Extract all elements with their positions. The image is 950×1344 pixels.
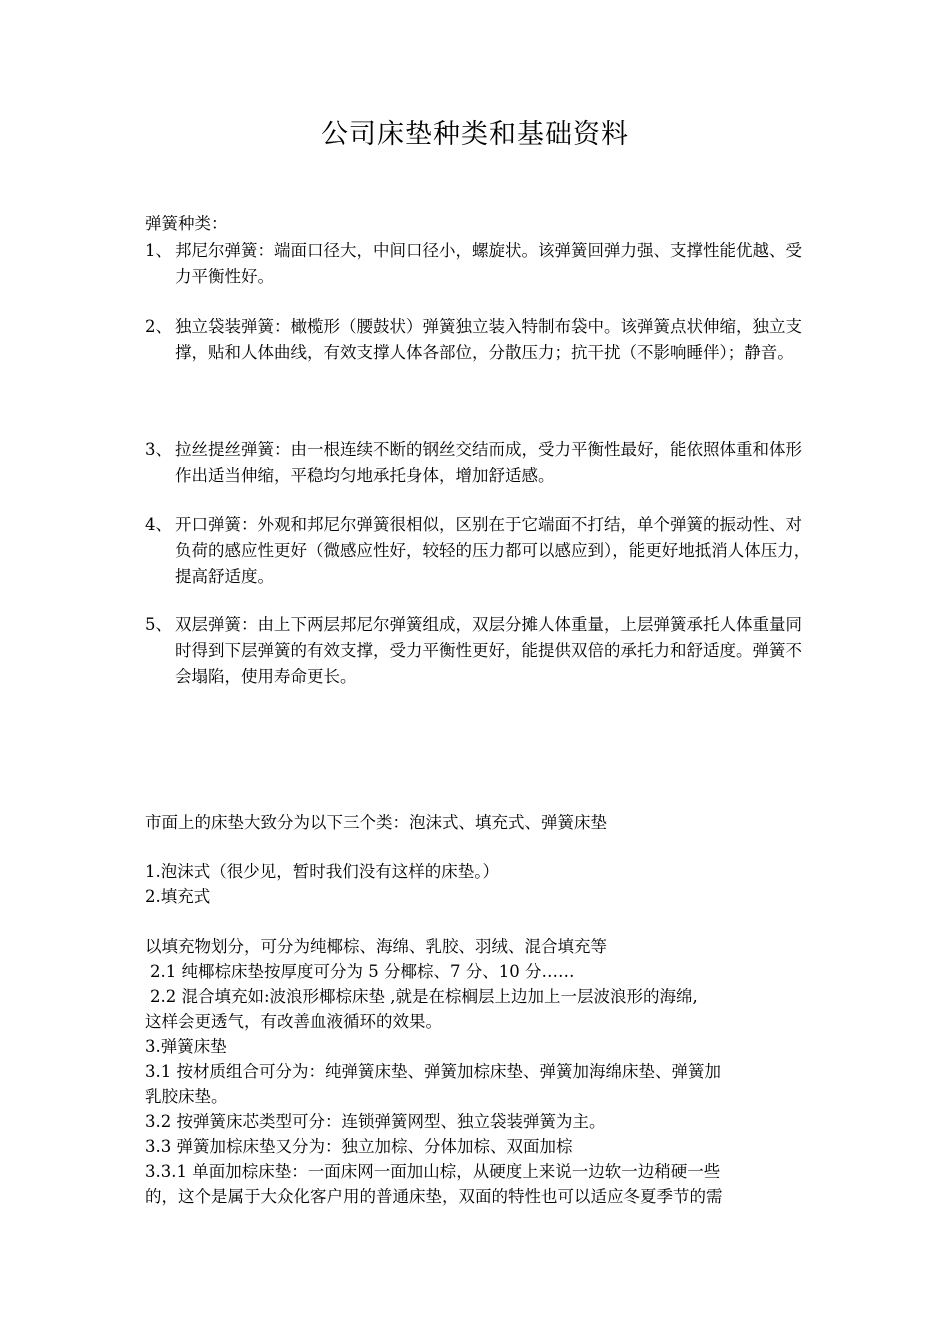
market-intro: 市面上的床垫大致分为以下三个类：泡沫式、填充式、弹簧床垫 xyxy=(145,813,607,832)
filling-2-2-line2: 这样会更透气，有改善血液循环的效果。 xyxy=(145,1012,442,1031)
mattress-type-2: 2.填充式 xyxy=(145,887,211,906)
spring-3-2: 3.2 按弹簧床芯类型可分：连锁弹簧网型、独立袋装弹簧为主。 xyxy=(145,1112,606,1131)
spring-item-number: 1、 xyxy=(145,241,172,260)
spring-item-text: 开口弹簧：外观和邦尼尔弹簧很相似，区别在于它端面不打结，单个弹簧的振动性、对负荷的感应性更好（微感应性好，较轻的压力都可以感应到），能更好地抵消人体压力，提高舒适度。 xyxy=(175,515,811,586)
filling-intro: 以填充物划分，可分为纯椰棕、海绵、乳胶、羽绒、混合填充等 xyxy=(145,937,607,956)
spring-item-3 xyxy=(145,437,815,489)
spring-item-2 xyxy=(145,314,815,366)
spring-item-text: 独立袋装弹簧：橄榄形（腰鼓状）弹簧独立装入特制布袋中。该弹簧点状伸缩，独立支撑，贴和人体曲线，有效支撑人体各部位，分散压力；抗干扰（不影响睡伴）；静音。 xyxy=(175,317,802,362)
mattress-type-1: 1.泡沫式（很少见，暂时我们没有这样的床垫。） xyxy=(145,862,499,881)
spring-3-3-1-line1: 3.3.1 单面加棕床垫：一面床网一面加山棕，从硬度上来说一边软一边稍硬一些 xyxy=(145,1162,721,1181)
spring-3-3-1-line2: 的，这个是属于大众化客户用的普通床垫，双面的特性也可以适应冬夏季节的需 xyxy=(145,1187,723,1206)
mattress-type-3: 3.弹簧床垫 xyxy=(145,1037,227,1056)
spring-3-1-line2: 乳胶床垫。 xyxy=(145,1087,228,1106)
page-title: 公司床垫种类和基础资料 xyxy=(321,119,629,150)
filling-2-1: 2.1 纯椰棕床垫按厚度可分为 5 分椰棕、7 分、10 分…… xyxy=(150,962,575,981)
filling-2-2-line1: 2.2 混合填充如:波浪形椰棕床垫 ,就是在棕榈层上边加上一层波浪形的海绵, xyxy=(150,987,698,1006)
spring-item-text: 双层弹簧：由上下两层邦尼尔弹簧组成，双层分摊人体重量，上层弹簧承托人体重量同时得到下层弹簧的有效支撑，受力平衡性更好，能提供双倍的承托力和舒适度。弹簧不会塌陷，使用寿命更长。 xyxy=(175,615,802,686)
spring-item-number: 2、 xyxy=(145,317,172,336)
spring-item-text: 拉丝提丝弹簧：由一根连续不断的钢丝交结而成，受力平衡性最好，能依照体重和体形作出适当伸缩，平稳均匀地承托身体，增加舒适感。 xyxy=(175,440,802,485)
spring-item-number: 3、 xyxy=(145,440,172,459)
spring-item-number: 5、 xyxy=(145,615,172,634)
spring-item-1 xyxy=(145,238,815,290)
spring-3-1-line1: 3.1 按材质组合可分为：纯弹簧床垫、弹簧加棕床垫、弹簧加海绵床垫、弹簧加 xyxy=(145,1062,721,1081)
spring-item-5 xyxy=(145,612,815,690)
spring-item-number: 4、 xyxy=(145,515,172,534)
spring-item-text: 邦尼尔弹簧：端面口径大，中间口径小，螺旋状。该弹簧回弹力强、支撑性能优越、受力平衡性好。 xyxy=(175,241,802,286)
springs-heading: 弹簧种类： xyxy=(145,214,228,233)
spring-3-3: 3.3 弹簧加棕床垫又分为：独立加棕、分体加棕、双面加棕 xyxy=(145,1137,573,1156)
spring-item-4 xyxy=(145,512,815,590)
